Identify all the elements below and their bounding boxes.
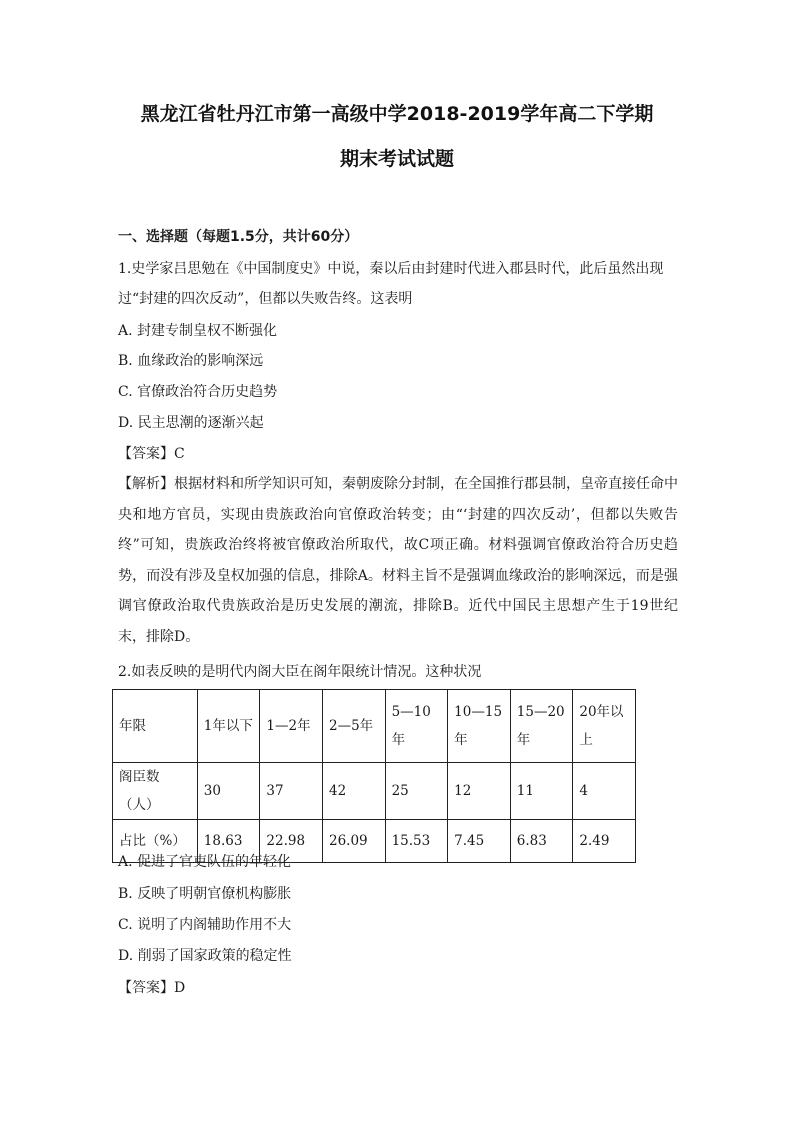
- table-header-cell: 1年以下: [197, 690, 260, 763]
- table-cell: 占比（%）: [113, 820, 198, 863]
- question-1-stem: 1.史学家吕思勉在《中国制度史》中说，秦以后由封建时代进入郡县时代，此后虽然出现过“封建的四次反动”，但都以失败告终。这表明: [118, 261, 664, 307]
- question-1-analysis: 【解析】根据材料和所学知识可知，秦朝废除分封制，在全国推行郡县制，皇帝直接任命中央和地方官员，实现由贵族政治向官僚政治转变；由“‘封建的四次反动’，但都以失败告终”可知，贵族政治终将被官僚政治所取代，故C项正确。材料强调官僚政治符合历史趋势，而没有涉及皇权加强的信息，排除A。材料主旨不是强调血缘政治的影响深远，而是强调官僚政治取代贵族政治是历史发展的潮流，排除B。近代中国民主思想产生于19世纪末，排除D。: [118, 476, 678, 645]
- question-1-answer: 【答案】C: [118, 446, 185, 462]
- question-2-option-a: A. 促进了官吏队伍的年轻化: [118, 854, 292, 870]
- question-2-stem: 2.如表反映的是明代内阁大臣在阁年限统计情况。这种状况: [118, 664, 482, 680]
- table-cell: 37: [260, 763, 323, 820]
- question-1-option-a: A. 封建专制皇权不断强化: [118, 323, 278, 339]
- table-cell: 阁臣数（人）: [113, 763, 198, 820]
- document-title-line-2: 期末考试试题: [339, 148, 454, 170]
- table-header-cell: 10—15年: [448, 690, 511, 763]
- table-header-cell: 15—20年: [510, 690, 573, 763]
- table-cell: 26.09: [322, 820, 385, 863]
- question-1-option-b: B. 血缘政治的影响深远: [118, 353, 264, 369]
- table-cell: 18.63: [197, 820, 260, 863]
- question-1-option-c: C. 官僚政治符合历史趋势: [118, 384, 278, 400]
- table-cell: 12: [448, 763, 511, 820]
- table-header-cell: 2—5年: [322, 690, 385, 763]
- table-cell: 42: [322, 763, 385, 820]
- table-cell: 6.83: [510, 820, 573, 863]
- table-header-cell: 1—2年: [260, 690, 323, 763]
- table-cell: 25: [385, 763, 448, 820]
- table-header-cell: 20年以上: [573, 690, 636, 763]
- question-2-answer: 【答案】D: [118, 980, 186, 996]
- table-header-cell: 年限: [113, 690, 198, 763]
- document-title-line-1: 黑龙江省牡丹江市第一高级中学2018-2019学年高二下学期: [140, 103, 654, 125]
- table-cell: 22.98: [260, 820, 323, 863]
- question-2-option-d: D. 削弱了国家政策的稳定性: [118, 948, 292, 964]
- table-cell: 7.45: [448, 820, 511, 863]
- table-cell: 15.53: [385, 820, 448, 863]
- table-cell: 2.49: [573, 820, 636, 863]
- table-cell: 4: [573, 763, 636, 820]
- question-2-option-b: B. 反映了明朝官僚机构膨胀: [118, 886, 292, 902]
- tenure-statistics-table: [112, 689, 636, 863]
- table-row: [113, 763, 636, 820]
- table-cell: 11: [510, 763, 573, 820]
- table-header-row: [113, 690, 636, 763]
- question-2-option-c: C. 说明了内阁辅助作用不大: [118, 917, 292, 933]
- table-cell: 30: [197, 763, 260, 820]
- table-header-cell: 5—10年: [385, 690, 448, 763]
- section-heading: 一、选择题（每题1.5分，共计60分）: [118, 229, 359, 245]
- question-1-option-d: D. 民主思潮的逐渐兴起: [118, 415, 264, 431]
